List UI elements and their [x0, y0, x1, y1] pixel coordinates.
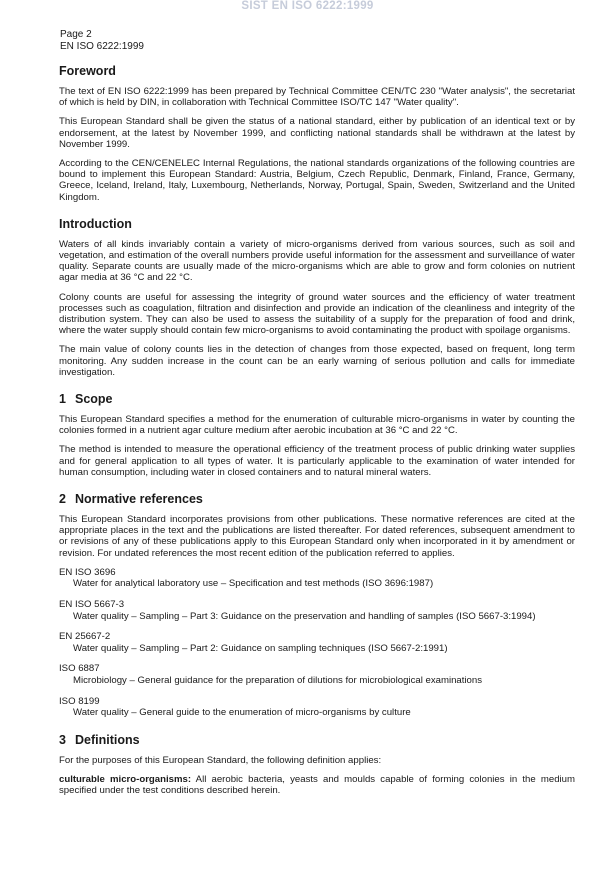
- page-header: [60, 29, 144, 52]
- foreword-paragraph: According to the CEN/CENELEC Internal Regulations, the national standards organizations of the following countries are bound to implement this European Standard: Austria, Belgium, Czech Republic, Denmark, Finland, France, Germany, Greece, Iceland, Ireland, Italy, Luxembourg, Netherlands, Norway, Portugal, Spain, Sweden, Switzerland and the United Kingdom.: [59, 158, 575, 203]
- definitions-section: [59, 733, 575, 797]
- reference-item: [59, 631, 575, 654]
- standard-id: EN ISO 6222:1999: [60, 40, 144, 52]
- reference-title: Microbiology – General guidance for the preparation of dilutions for microbiological examinations: [73, 675, 483, 687]
- definition-text: All aerobic bacteria, yeasts and moulds capable of forming colonies in the medium specified under the test conditions described herein.: [59, 774, 575, 797]
- reference-title: Water quality – Sampling – Part 2: Guidance on sampling techniques (ISO 5667-2:1991): [73, 642, 448, 654]
- definitions-intro: For the purposes of this European Standard, the following definition applies:: [59, 754, 382, 766]
- reference-title: Water for analytical laboratory use – Specification and test methods (ISO 3696:1987): [73, 578, 434, 590]
- foreword-paragraph: This European Standard shall be given the status of a national standard, either by publication of an identical text or by endorsement, at the latest by November 1999, and conflicting national standards shall be withdrawn at the latest by November 1999.: [59, 116, 575, 150]
- section-number: 2: [59, 492, 66, 507]
- section-number: 3: [59, 732, 66, 747]
- reference-item: [59, 663, 575, 686]
- document-body: [59, 64, 575, 810]
- normative-references-heading: [59, 492, 575, 506]
- definition-entry: [59, 774, 575, 796]
- foreword-paragraph: The text of EN ISO 6222:1999 has been prepared by Technical Committee CEN/TC 230 "Water analysis", the secretariat of which is held by DIN, in collaboration with Technical Committee ISO/TC 147 "Water quality".: [59, 86, 575, 109]
- introduction-section: [59, 217, 575, 378]
- foreword-heading: Foreword: [59, 64, 116, 78]
- reference-code: ISO 6887: [59, 663, 100, 675]
- section-title: Scope: [75, 392, 113, 407]
- reference-code: EN ISO 5667-3: [59, 599, 125, 611]
- section-title: Normative references: [75, 492, 203, 507]
- introduction-paragraph: The main value of colony counts lies in the detection of changes from those expected, based on frequent, long term monitoring. Any sudden increase in the count can be an early warning of serious pollution and calls for immediate investigation.: [59, 344, 575, 378]
- scope-section: [59, 392, 575, 478]
- foreword-section: [59, 64, 575, 203]
- reference-code: EN 25667-2: [59, 631, 111, 643]
- definition-term: culturable micro-organisms:: [59, 774, 192, 786]
- reference-item: [59, 599, 575, 622]
- introduction-heading: Introduction: [59, 216, 132, 231]
- definitions-heading: [59, 733, 575, 747]
- scope-paragraph: The method is intended to measure the operational efficiency of the treatment process of public drinking water supplies and for general application to all types of water. It is particularly applicable to the examination of water intended for human consumption, including water in closed containers and to natural mineral waters.: [59, 444, 575, 478]
- normative-references-section: [59, 492, 575, 719]
- introduction-paragraph: Colony counts are useful for assessing the integrity of ground water sources and the efficiency of water treatment processes such as coagulation, filtration and disinfection and provide an indication of the cleanliness and integrity of the distribution system. They can also be used to assess the suitability of a supply for the preparation of food and drink, where the water supply should contain few micro-organisms to avoid contaminating the product with spoilage organisms.: [59, 291, 575, 337]
- reference-item: [59, 696, 575, 719]
- watermark: SIST EN ISO 6222:1999: [241, 0, 374, 12]
- scope-heading: [59, 392, 575, 406]
- reference-title: Water quality – Sampling – Part 3: Guidance on the preservation and handling of samples (ISO 5667-3:1994): [73, 610, 536, 622]
- scope-paragraph: This European Standard specifies a method for the enumeration of culturable micro-organisms in water by counting the colonies formed in a nutrient agar culture medium after aerobic incubation at 36 °C and 22 °C.: [59, 414, 575, 437]
- section-title: Definitions: [75, 732, 140, 747]
- normative-references-intro: This European Standard incorporates provisions from other publications. These normative references are cited at the appropriate places in the text and the publications are listed thereafter. For dated references, subsequent amendment to or revisions of any of these publications apply to this European Standard only when incorporated in it by amendment or revision. For undated references the most recent edition of the publication referred to applies.: [59, 514, 575, 559]
- reference-item: [59, 567, 575, 590]
- reference-code: ISO 8199: [59, 695, 100, 707]
- introduction-paragraph: Waters of all kinds invariably contain a variety of micro-organisms derived from various sources, such as soil and vegetation, and estimation of the overall numbers provide useful information for the assessment and surveillance of water quality. Separate counts are usually made of the micro-organisms which are able to grow and form colonies on nutrient agar media at 36 °C and 22 °C.: [59, 238, 575, 284]
- section-number: 1: [59, 392, 66, 407]
- reference-code: EN ISO 3696: [59, 566, 116, 578]
- page-number: Page 2: [60, 29, 92, 40]
- reference-title: Water quality – General guide to the enumeration of micro-organisms by culture: [73, 707, 411, 719]
